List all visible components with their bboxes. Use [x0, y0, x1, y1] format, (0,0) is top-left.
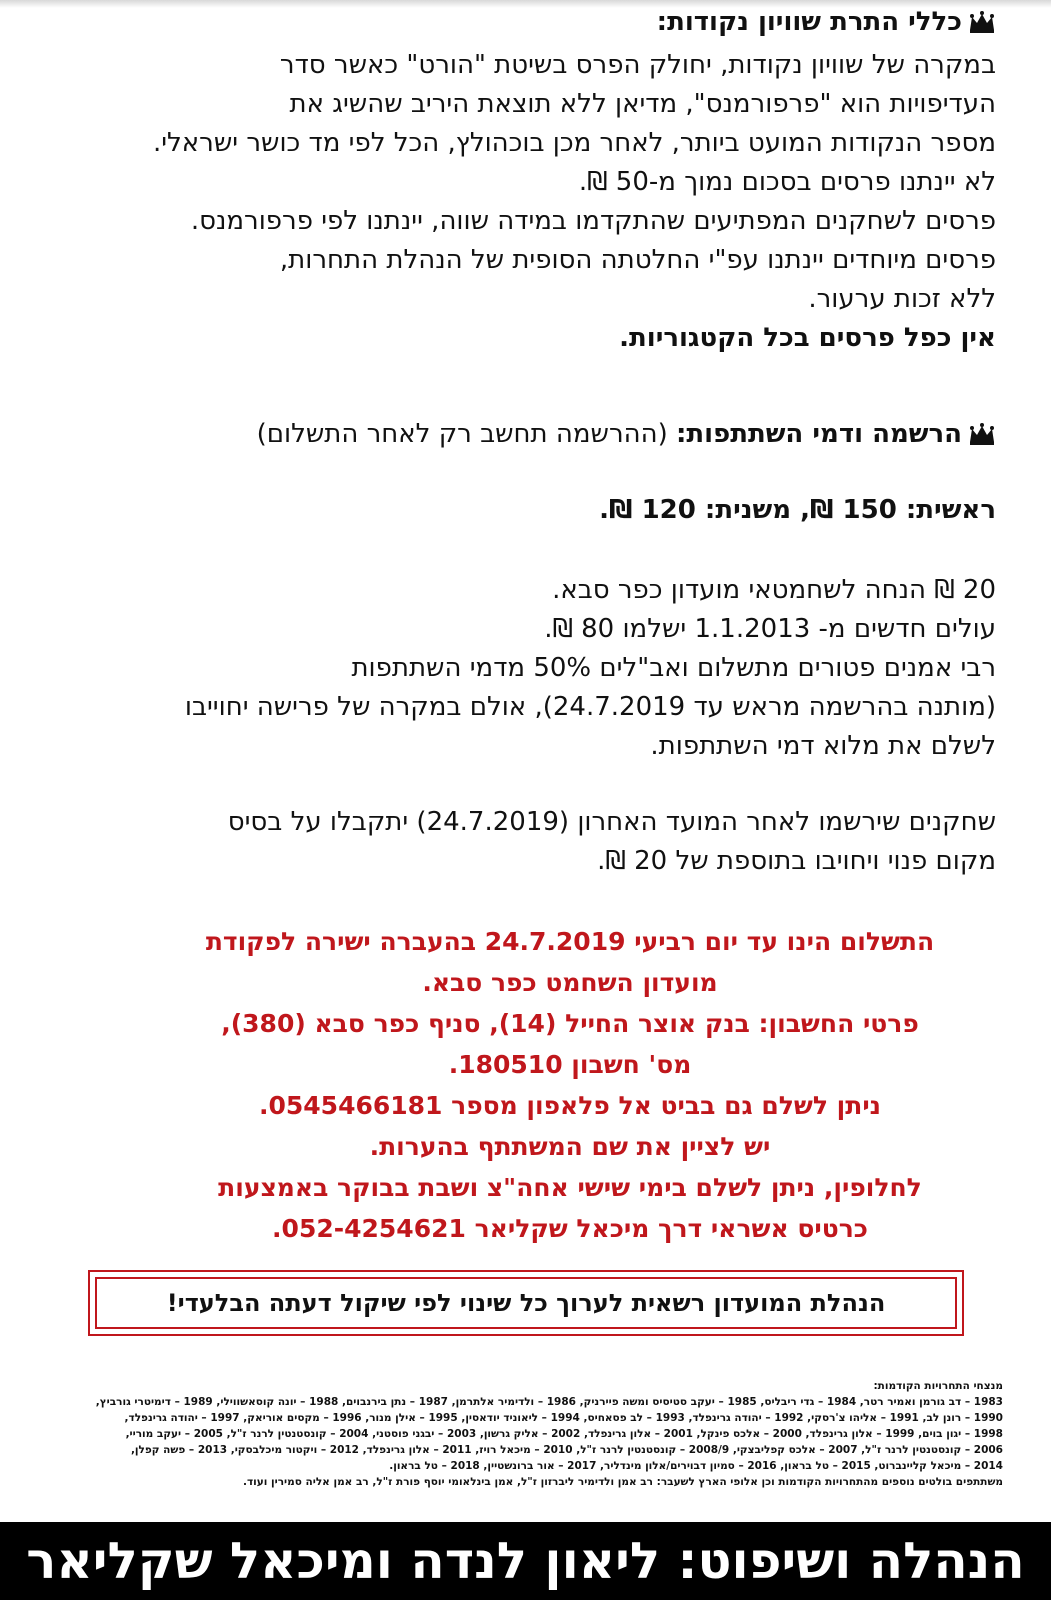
payment-line: ניתן לשלם גם בביט אל פלאפון מספר 0545466181. — [258, 1091, 882, 1120]
payment-line: התשלום הינו עד יום רביעי 24.7.2019 בהעברה ישירה לפקודת — [205, 927, 935, 956]
registration-title: הרשמה ודמי השתתפות: — [676, 419, 962, 449]
discount-line: לשלם את מלוא דמי השתתפות. — [650, 731, 996, 761]
winners-title: מנצחי התחרויות הקודמות: — [873, 1380, 1003, 1392]
crown-icon — [968, 7, 996, 46]
winners-line: 2014 – מיכאל קליינברוט, 2015 – טל בראון, 2016 – סמיון דבוירים/אלון מינדליר, 2017 – אור ברונשטיין, 2018 – טל בראון. — [389, 1460, 1003, 1472]
payment-section — [140, 921, 1000, 1249]
fees-row — [46, 491, 996, 530]
discount-line: 20 ₪ הנחה לשחמטאי מועדון כפר סבא. — [552, 575, 996, 605]
entry-fees: ראשית: 150 ₪, משנית: 120 ₪. — [599, 495, 996, 525]
payment-line: יש לציין את שם המשתתף בהערות. — [369, 1132, 771, 1161]
tie-rules-line: העדיפויות הוא "פרפורמנס", מדיאן ללא תוצאת היריב שהשיג את — [289, 89, 996, 119]
winners-line: משתתפים בולטים נוספים מהתחרויות הקודמות וכן אלופי הארץ לשעבר: רב אמן ולדימיר ליברזון ז"ל, אמן בינלאומי יוסף פורת ז"ל, רב אמן אליה סמירין ועוד. — [243, 1476, 1003, 1488]
previous-winners — [50, 1378, 1003, 1490]
winners-line: 2006 – קונסטנטין לרנר ז"ל, 2007 – אלכס קפליבצקי, 2008/9 – קונסטנטין לרנר ז"ל, 2010 – מיכאל רויז, 2011 – אלון גרינפלד, 2012 – ויקטור מיכלבסקי, 2013 – פשה קפלן, — [130, 1444, 1003, 1456]
winners-line: 1998 – יגון בוים, 1999 – אלון גרינפלד, 2000 – אלכס פינקל, 2001 – אלון גרינפלד, 2002 – אליק גרשון, 2003 – יבגני פוסטני, 2004 – קונסטנטין לרנר ז"ל, 2005 – יעקב מוריי, — [125, 1428, 1003, 1440]
tie-rules-line: במקרה של שוויון נקודות, יחולק הפרס בשיטת "הורט" כאשר סדר — [279, 50, 996, 80]
payment-line: כרטיס אשראי דרך מיכאל שקליאר 052-4254621. — [272, 1214, 868, 1243]
crown-icon — [968, 419, 996, 458]
payment-line: פרטי החשבון: בנק אוצר החייל (14), סניף כפר סבא (380), — [221, 1009, 919, 1038]
payment-line: מס' חשבון 180510. — [448, 1050, 692, 1079]
winners-line: 1990 – רונן לב, 1991 – אליהו צ'רסקי, 1992 – יהודה גרינפלד, 1993 – לב פסאחיס, 1994 – ליאוניד יודאסין, 1995 – אילן מנור, 1996 – מקסים אוריאק, 1997 – יהודה גרינפלד, — [124, 1412, 1003, 1424]
late-line: מקום פנוי ויחויבו בתוספת של 20 ₪. — [597, 846, 996, 876]
footer-text: הנהלה ושיפוט: ליאון לנדה ומיכאל שקליאר — [26, 1532, 1025, 1590]
winners-line: 1983 – דב גורמן ואמיר רטר, 1984 – גדי ריבליס, 1985 – יעקב סטיסיס ומשה פיירניק, 1986 – ולדימיר אלתרמן, 1987 – נתן בירנבוים, 1988 – יונה קוסאשווילי, 1989 – דימיטרי גורביץ, — [95, 1396, 1003, 1408]
management-notice-box — [88, 1270, 964, 1336]
tie-rules-line: פרסים מיוחדים יינתנו עפ"י החלטתה הסופית של הנהלת התחרות, — [279, 245, 996, 275]
tie-rules-line: מספר הנקודות המועט ביותר, לאחר מכן בוכהולץ, הכל לפי מד כושר ישראלי. — [152, 128, 996, 158]
registration-heading-row — [46, 415, 996, 458]
tie-rules-section — [46, 3, 996, 358]
registration-note: (ההרשמה תחשב רק לאחר התשלום) — [256, 419, 677, 449]
no-double-prizes: אין כפל פרסים בכל הקטגוריות. — [619, 323, 996, 353]
tie-rules-line: פרסים לשחקנים המפתיעים שהתקדמו במידה שווה, יינתנו לפי פרפורמנס. — [190, 206, 996, 236]
tie-rules-heading — [46, 3, 996, 46]
discount-line: רבי אמנים פטורים מתשלום ואב"לים 50% מדמי השתתפות — [351, 653, 996, 683]
payment-line: לחלופין, ניתן לשלם בימי שישי אחה"צ ושבת בבוקר באמצעות — [218, 1173, 922, 1202]
footer-banner — [0, 1522, 1051, 1600]
late-registration-section — [46, 803, 996, 881]
discount-line: (מותנה בהרשמה מראש עד 24.7.2019), אולם במקרה של פרישה יחוייבו — [184, 692, 996, 722]
tie-rules-line: ללא זכות ערעור. — [808, 284, 996, 314]
tie-rules-line: לא יינתנו פרסים בסכום נמוך מ-50 ₪. — [578, 167, 996, 197]
management-notice: הנהלת המועדון רשאית לערוך כל שינוי לפי שיקול דעתה הבלעדי! — [95, 1277, 957, 1329]
tie-rules-title: כללי התרת שוויון נקודות: — [656, 7, 962, 37]
discounts-section — [46, 571, 996, 766]
discount-line: עולים חדשים מ- 1.1.2013 ישלמו 80 ₪. — [544, 614, 996, 644]
late-line: שחקנים שירשמו לאחר המועד האחרון (24.7.2019) יתקבלו על בסיס — [227, 807, 996, 837]
payment-line: מועדון השחמט כפר סבא. — [422, 968, 718, 997]
